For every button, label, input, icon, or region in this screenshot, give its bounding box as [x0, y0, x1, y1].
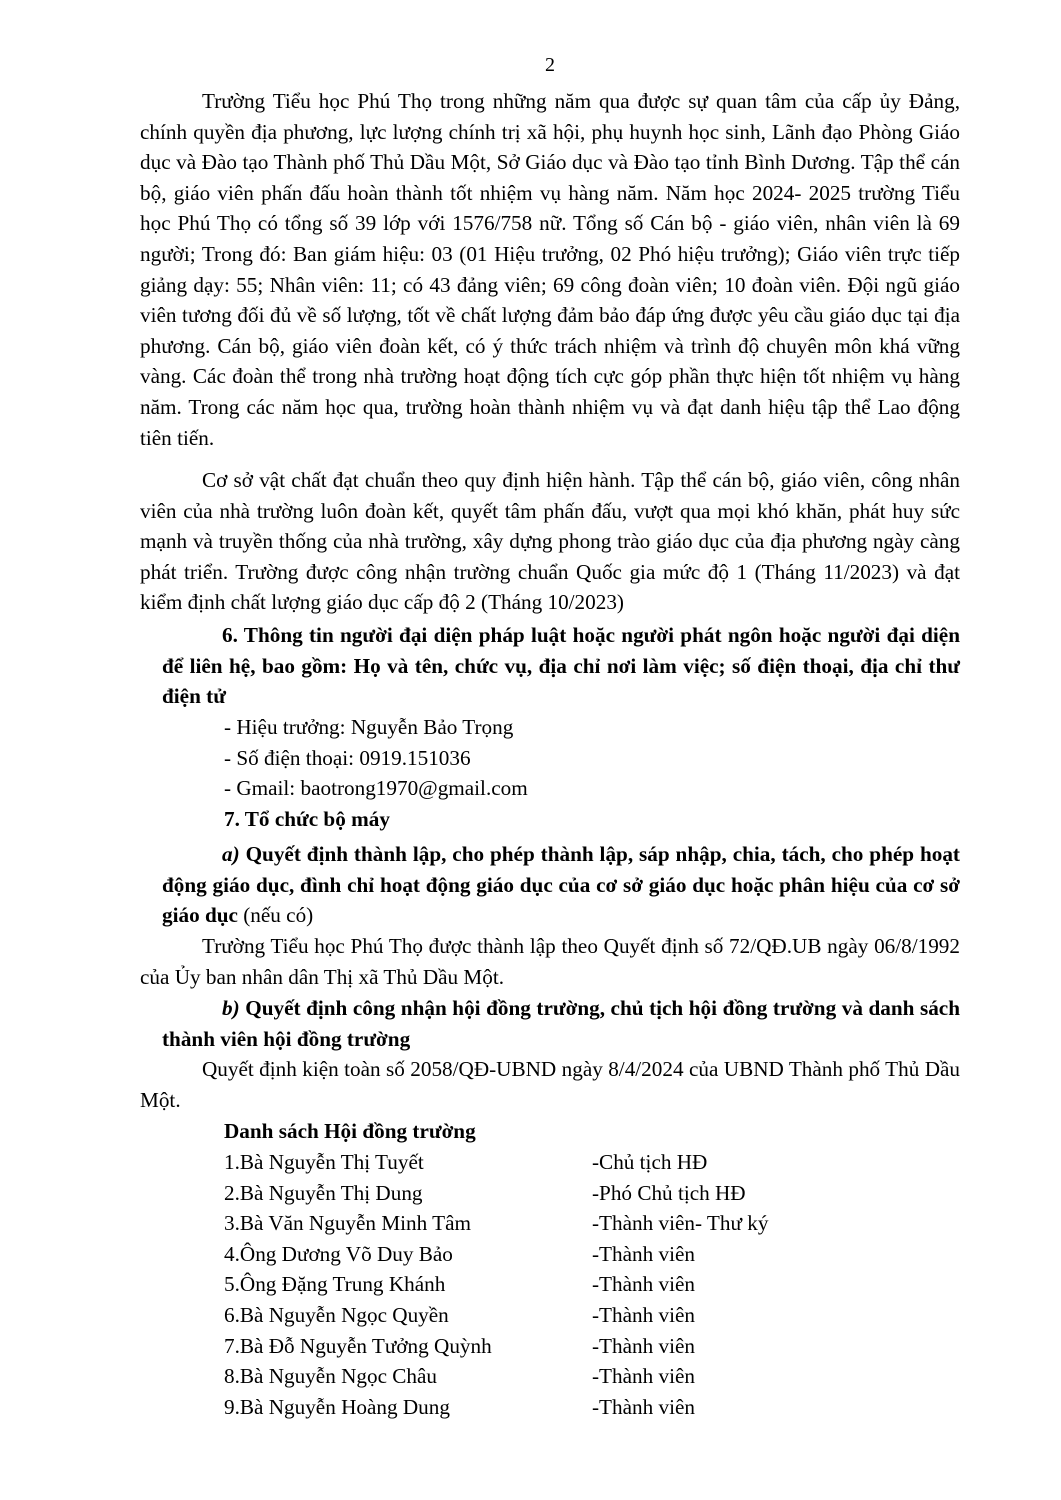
member-name: 9.Bà Nguyễn Hoàng Dung [224, 1394, 450, 1419]
list-item [224, 1178, 964, 1209]
member-role: -Thành viên [592, 1302, 695, 1327]
list-item [224, 1361, 964, 1392]
member-name: 1.Bà Nguyễn Thị Tuyết [224, 1150, 424, 1174]
list-item [224, 1208, 964, 1239]
member-role: -Chủ tịch HĐ [592, 1150, 708, 1174]
council-member-list [224, 1147, 964, 1422]
member-role: -Thành viên [592, 1241, 695, 1266]
email-line: - Gmail: baotrong1970@gmail.com [224, 776, 528, 800]
section-7a-letter: a) [222, 842, 240, 866]
page-number: 2 [545, 54, 555, 76]
member-role: -Phó Chủ tịch HĐ [592, 1180, 746, 1205]
member-role: -Thành viên- Thư ký [592, 1211, 769, 1236]
member-name: 7.Bà Đỗ Nguyễn Tưởng Quỳnh [224, 1333, 492, 1358]
member-role: -Thành viên [592, 1272, 695, 1297]
section-7b-heading [162, 993, 960, 1054]
member-role: -Thành viên [592, 1333, 695, 1358]
section-7a-body: Trường Tiểu học Phú Thọ được thành lập theo Quyết định số 72/QĐ.UB ngày 06/8/1992 của Ủy ban nhân dân Thị xã Thủ Dầu Một. [140, 934, 960, 989]
intro-paragraph-1: Trường Tiểu học Phú Thọ trong những năm qua được sự quan tâm của cấp ủy Đảng, chính quyền địa phương, lực lượng chính trị xã hội, phụ huynh học sinh, Lãnh đạo Phòng Giáo dục và Đào tạo Thành phố Thủ Dầu Một, Sở Giáo dục và Đào tạo tỉnh Bình Dương. Tập thể cán bộ, giáo viên phấn đấu hoàn thành tốt nhiệm vụ hàng năm. Năm học 2024- 2025 trường Tiểu học Phú Thọ có tổng số 39 lớp với 1576/758 nữ. Tổng số Cán bộ - giáo viên, nhân viên là 69 người; Trong đó: Ban giám hiệu: 03 (01 Hiệu trưởng, 02 Phó hiệu trưởng); Giáo viên trực tiếp giảng dạy: 55; Nhân viên: 11; có 43 đảng viên; 69 công đoàn viên; 10 đoàn viên. Đội ngũ giáo viên tương đối đủ về số lượng, tốt về chất lượng đảm bảo đáp ứng được yêu cầu giáo dục tại địa phương. Cán bộ, giáo viên đoàn kết, có ý thức trách nhiệm và trình độ chuyên môn khá vững vàng. Các đoàn thể trong nhà trường hoạt động tích cực góp phần thực hiện tốt nhiệm vụ hàng năm. Trong các năm học qua, trường hoàn thành nhiệm vụ và đạt danh hiệu tập thể Lao động tiên tiến. [140, 89, 960, 450]
member-name: 6.Bà Nguyễn Ngọc Quyền [224, 1302, 449, 1327]
member-name: 4.Ông Dương Võ Duy Bảo [224, 1241, 453, 1266]
section-6-heading: 6. Thông tin người đại diện pháp luật hoặc người phát ngôn hoặc người đại diện để liên hệ, bao gồm: Họ và tên, chức vụ, địa chỉ nơi làm việc; số điện thoại, địa chỉ thư điện tử [162, 623, 960, 709]
section-7b-title: Quyết định công nhận hội đồng trường, chủ tịch hội đồng trường và danh sách thành viên hội đồng trường [162, 996, 960, 1051]
member-role: -Thành viên [592, 1394, 695, 1419]
member-role: -Thành viên [592, 1364, 695, 1389]
list-item [224, 1331, 964, 1362]
list-item [224, 1269, 964, 1300]
member-name: 3.Bà Văn Nguyễn Minh Tâm [224, 1211, 471, 1236]
intro-paragraph-2: Cơ sở vật chất đạt chuẩn theo quy định hiện hành. Tập thể cán bộ, giáo viên, công nhân viên của nhà trường luôn đoàn kết, quyết tâm phấn đấu, vượt qua mọi khó khăn, phát huy sức mạnh và truyền thống của nhà trường, xây dựng phong trào giáo dục của địa phương ngày càng phát triển. Trường được công nhận trường chuẩn Quốc gia mức độ 1 (Tháng 11/2023) và đạt kiểm định chất lượng giáo dục cấp độ 2 (Tháng 10/2023) [140, 468, 960, 615]
list-item [224, 1300, 964, 1331]
list-item [224, 1239, 964, 1270]
member-name: 8.Bà Nguyễn Ngọc Châu [224, 1364, 438, 1389]
principal-line: - Hiệu trưởng: Nguyễn Bảo Trọng [224, 715, 514, 739]
section-7a-heading [162, 839, 960, 931]
section-7a-note: (nếu có) [237, 903, 314, 928]
section-7-heading: 7. Tổ chức bộ máy [224, 807, 390, 831]
section-7a-title: Quyết định thành lập, cho phép thành lập, sáp nhập, chia, tách, cho phép hoạt động giáo dục, đình chỉ hoạt động giáo dục của cơ sở giáo dục hoặc phân hiệu của cơ sở giáo dục [162, 842, 960, 928]
phone-line: - Số điện thoại: 0919.151036 [224, 746, 471, 770]
list-item [224, 1392, 964, 1423]
section-7b-body: Quyết định kiện toàn số 2058/QĐ-UBND ngày 8/4/2024 của UBND Thành phố Thủ Dầu Một. [140, 1057, 960, 1112]
section-7b-letter: b) [222, 996, 240, 1020]
member-name: 5.Ông Đặng Trung Khánh [224, 1272, 446, 1297]
member-name: 2.Bà Nguyễn Thị Dung [224, 1180, 423, 1205]
council-heading: Danh sách Hội đồng trường [224, 1119, 476, 1143]
list-item [224, 1147, 964, 1178]
